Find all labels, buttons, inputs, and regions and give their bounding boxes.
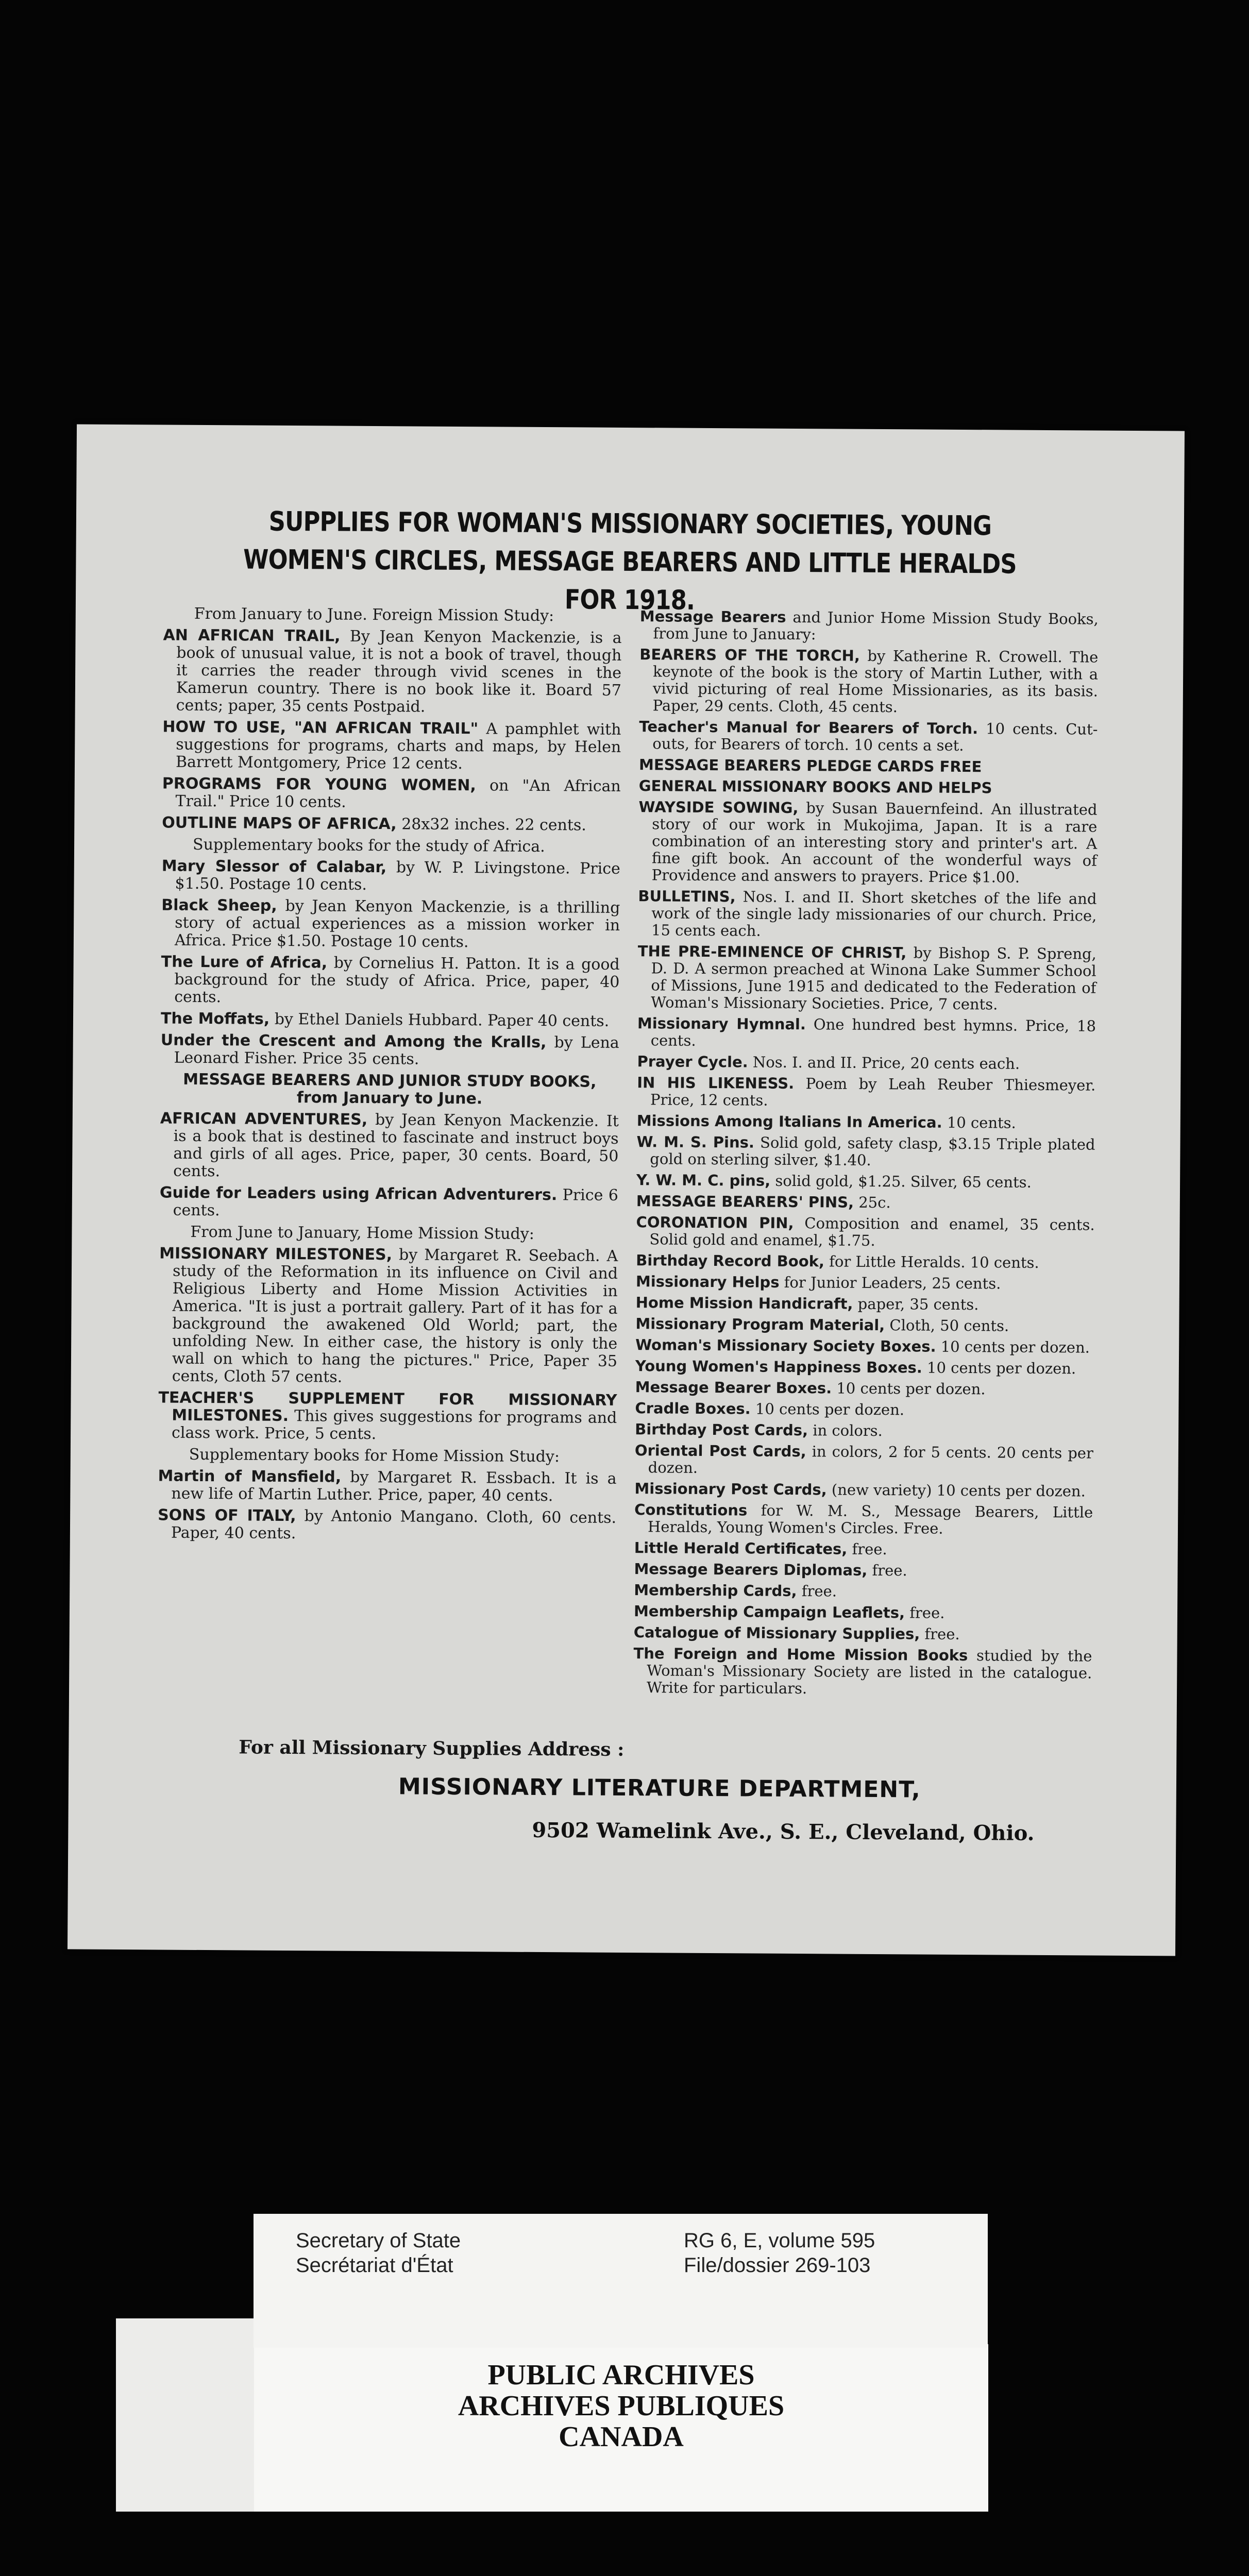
list-item-text	[639, 777, 1098, 797]
item-description: 10 cents per dozen.	[836, 1379, 986, 1398]
list-item-text	[160, 1184, 618, 1222]
department-label	[296, 2228, 461, 2278]
list-item-text	[635, 1358, 1094, 1377]
list-item-text	[634, 1582, 1092, 1601]
list-item-text	[163, 626, 622, 717]
file-number: File/dossier 269-103	[684, 2254, 871, 2277]
list-item	[639, 646, 1099, 717]
item-heading: Birthday Post Cards,	[635, 1420, 808, 1439]
section-heading: MESSAGE BEARERS AND JUNIOR STUDY BOOKS, from January to June.	[183, 1070, 597, 1108]
record-group: RG 6, E, volume 595	[684, 2229, 875, 2252]
item-description: free.	[872, 1561, 907, 1580]
item-description: by Antonio Mangano. Cloth, 60 cents. Paper, 40 cents.	[171, 1507, 617, 1543]
list-item-text	[158, 1506, 616, 1544]
item-description: 10 cents per dozen.	[940, 1337, 1090, 1357]
item-heading: HOW TO USE, "AN AFRICAN TRAIL"	[162, 718, 479, 738]
list-item-text	[635, 1400, 1093, 1419]
item-description: for Little Heralds. 10 cents.	[829, 1252, 1039, 1272]
list-item	[163, 626, 622, 717]
item-heading: Missionary Post Cards,	[634, 1480, 827, 1499]
item-description: studied by the Woman's Missionary Society are listed in the catalogue. Write for particulars.	[647, 1647, 1092, 1698]
list-item-text	[634, 1539, 1093, 1559]
item-description: by Susan Bauernfeind. An illustrated story of our work in Mukojima, Japan. It is a rare combination of an interesting story and printer's art. A fine gift book. An account of the wonderful ways of Providence and answers to prayers. Price $1.00.	[651, 799, 1098, 886]
item-heading: Birthday Record Book,	[636, 1251, 825, 1270]
list-item-text	[159, 1245, 618, 1387]
list-item	[162, 814, 620, 834]
item-heading: Y. W. M. C. pins,	[636, 1171, 771, 1190]
list-item	[162, 775, 620, 812]
item-description: free.	[909, 1604, 945, 1622]
item-description: on "An African Trail." Price 10 cents.	[175, 776, 621, 811]
list-item	[636, 1273, 1094, 1293]
item-heading: Membership Campaign Leaflets,	[633, 1602, 905, 1622]
item-heading: Guide for Leaders using African Adventurers.	[159, 1183, 558, 1205]
item-heading: Missions Among Italians In America.	[636, 1112, 942, 1131]
list-item	[635, 1336, 1094, 1356]
list-item-text	[637, 1015, 1096, 1052]
section-intro: From June to January, Home Mission Study:	[190, 1223, 534, 1243]
list-item-text	[638, 888, 1097, 941]
item-heading: Constitutions	[634, 1501, 748, 1519]
list-item	[161, 953, 620, 1008]
item-description: by Ethel Daniels Hubbard. Paper 40 cents.	[274, 1010, 610, 1030]
list-item-text	[636, 1252, 1094, 1272]
item-heading: AFRICAN ADVENTURES,	[160, 1109, 368, 1129]
item-heading: Woman's Missionary Society Boxes.	[635, 1336, 936, 1355]
list-item-text	[636, 1133, 1095, 1170]
archive-reference-card	[254, 2214, 988, 2348]
item-heading: Black Sheep,	[161, 896, 277, 915]
list-item	[635, 1315, 1094, 1335]
item-description: in colors, 2 for 5 cents. 20 cents per dozen.	[648, 1443, 1094, 1477]
item-heading: SONS OF ITALY,	[158, 1506, 296, 1526]
list-item-text	[636, 1193, 1095, 1212]
section-intro: Supplementary books for the study of Africa.	[192, 835, 545, 856]
item-heading: MESSAGE BEARERS PLEDGE CARDS FREE	[638, 756, 982, 776]
item-heading: MESSAGE BEARERS' PINS,	[636, 1192, 854, 1211]
list-item-text	[162, 814, 620, 834]
list-item	[634, 1603, 1092, 1622]
list-item-text	[162, 718, 621, 773]
stamp-line-3: CANADA	[559, 2421, 684, 2453]
list-item	[158, 1467, 616, 1505]
left-column	[158, 605, 622, 1548]
item-description: by Margaret R. Seebach. A study of the Reformation in its influence on Civil and Religious Liberty and Home Mission Activities in America. "It is just a portrait gallery. Part of it has for a background the awakened Old World; part, the unfolding New. In either case, the history is only the wall on which to hang the pictures." Price, Paper 35 cents, Cloth 57 cents.	[172, 1246, 618, 1386]
item-description: Price 6 cents.	[173, 1186, 619, 1220]
document-page	[67, 424, 1185, 1956]
item-description: for Junior Leaders, 25 cents.	[784, 1273, 1001, 1293]
list-item	[637, 943, 1096, 1013]
list-item	[633, 1645, 1092, 1699]
list-item	[637, 1112, 1095, 1132]
item-heading: Membership Cards,	[634, 1581, 797, 1600]
item-description: Composition and enamel, 35 cents. Solid gold and enamel, $1.75.	[649, 1214, 1095, 1249]
dept-en: Secretary of State	[296, 2229, 461, 2252]
item-heading: GENERAL MISSIONARY BOOKS AND HELPS	[638, 777, 992, 797]
item-heading: Missionary Program Material,	[635, 1315, 885, 1334]
item-description: 10 cents. Cut-outs, for Bearers of torch. 10 cents a set.	[652, 720, 1098, 754]
archive-stamp	[254, 2360, 988, 2452]
list-item	[162, 718, 621, 773]
item-description: Poem by Leah Reuber Thiesmeyer. Price, 12 cents.	[650, 1075, 1096, 1109]
list-item	[638, 799, 1098, 886]
list-item-text	[162, 857, 620, 895]
list-item-text	[637, 1074, 1095, 1111]
list-item	[636, 1193, 1095, 1212]
list-item-text	[161, 953, 620, 1008]
item-description: free.	[924, 1625, 960, 1643]
item-description: and Junior Home Mission Study Books, from June to January:	[653, 608, 1099, 643]
list-item	[636, 1133, 1095, 1170]
list-item	[635, 1442, 1093, 1479]
list-item	[635, 1400, 1093, 1419]
list-item	[636, 1294, 1094, 1314]
item-heading: AN AFRICAN TRAIL,	[163, 626, 341, 646]
address-label: For all Missionary Supplies Address :	[239, 1736, 624, 1760]
item-description: solid gold, $1.25. Silver, 65 cents.	[775, 1172, 1032, 1191]
item-description: 10 cents per dozen.	[926, 1359, 1076, 1378]
list-item-text	[635, 1336, 1094, 1356]
item-heading: Missionary Hymnal.	[637, 1014, 806, 1033]
item-description: by W. P. Livingstone. Price $1.50. Postage 10 cents.	[175, 858, 620, 894]
item-description: Cloth, 50 cents.	[889, 1316, 1009, 1335]
list-item	[158, 1506, 616, 1544]
list-item	[639, 756, 1098, 776]
list-item-text	[633, 1645, 1092, 1699]
list-item	[637, 1015, 1096, 1052]
item-heading: Young Women's Happiness Boxes.	[635, 1357, 922, 1377]
list-item-text	[634, 1603, 1092, 1622]
list-item	[161, 1010, 619, 1030]
list-item	[635, 1379, 1094, 1398]
list-item-text	[634, 1501, 1093, 1538]
department-name: MISSIONARY LITERATURE DEPARTMENT,	[398, 1773, 921, 1803]
item-heading: Home Mission Handicraft,	[635, 1294, 853, 1313]
item-heading: MISSIONARY MILESTONES,	[159, 1244, 393, 1264]
list-item-text	[636, 1172, 1095, 1191]
item-description: in colors.	[813, 1421, 883, 1440]
item-heading: Catalogue of Missionary Supplies,	[633, 1623, 920, 1643]
section-intro: From January to June. Foreign Mission Study:	[194, 604, 554, 625]
item-heading: Mary Slessor of Calabar,	[161, 857, 387, 877]
item-description: paper, 35 cents.	[857, 1295, 979, 1314]
list-item	[634, 1501, 1093, 1538]
list-item	[634, 1539, 1093, 1559]
list-item-text	[637, 1112, 1095, 1132]
item-heading: Cradle Boxes.	[635, 1399, 751, 1418]
list-item-text	[635, 1442, 1093, 1479]
list-item-text	[635, 1315, 1094, 1335]
item-heading: The Lure of Africa,	[161, 953, 328, 972]
list-item-text	[636, 1214, 1094, 1250]
item-heading: Prayer Cycle.	[637, 1053, 748, 1071]
item-description: by Lena Leonard Fisher. Price 35 cents.	[174, 1033, 619, 1069]
list-item-text	[161, 1010, 619, 1030]
section-intro: Supplementary books for Home Mission Study:	[189, 1445, 560, 1466]
list-item-text	[637, 1053, 1095, 1073]
item-heading: Missionary Helps	[635, 1273, 780, 1291]
dept-fr: Secrétariat d'État	[296, 2254, 453, 2277]
item-description: 10 cents per dozen.	[755, 1400, 905, 1419]
item-heading: THE PRE-EMINENCE OF CHRIST,	[637, 942, 907, 962]
item-description: 25c.	[858, 1193, 891, 1212]
list-item	[634, 1561, 1092, 1580]
list-item	[638, 888, 1097, 941]
item-description: 10 cents.	[947, 1113, 1016, 1132]
list-item	[635, 1421, 1093, 1440]
item-heading: PROGRAMS FOR YOUNG WOMEN,	[162, 774, 476, 795]
item-heading: BULLETINS,	[638, 887, 736, 906]
item-heading: Message Bearers Diplomas,	[634, 1560, 868, 1579]
list-item	[634, 1624, 1092, 1643]
list-item	[636, 1172, 1095, 1191]
item-description: This gives suggestions for programs and class work. Price, 5 cents.	[171, 1407, 617, 1444]
item-description: Solid gold, safety clasp, $3.15 Triple plated gold on sterling silver, $1.40.	[650, 1133, 1095, 1169]
item-description: by Jean Kenyon Mackenzie. It is a book that is destined to fascinate and instruct boys and girls of all ages. Price, paper, 30 cents. Board, 50 cents.	[173, 1111, 619, 1181]
item-description: free.	[801, 1582, 837, 1600]
list-item-text	[160, 1110, 619, 1182]
list-item	[160, 1031, 619, 1069]
list-item	[639, 718, 1098, 755]
list-item-text	[637, 943, 1096, 1013]
list-item	[159, 1245, 618, 1387]
list-item-text	[636, 1294, 1094, 1314]
item-heading: TEACHER'S SUPPLEMENT FOR MISSIONARY MILESTONES.	[158, 1388, 617, 1426]
list-item-text	[162, 775, 620, 812]
item-description: by Bishop S. P. Spreng, D. D. A sermon preached at Winona Lake Summer School of Missions, June 1915 and dedicated to the Federation of Woman's Missionary Societies. Price, 7 cents.	[651, 944, 1096, 1013]
item-description: for W. M. S., Message Bearers, Little Heralds, Young Women's Circles. Free.	[647, 1501, 1093, 1537]
list-item	[636, 1214, 1094, 1250]
list-item-text	[636, 1273, 1094, 1293]
item-heading: IN HIS LIKENESS.	[637, 1074, 795, 1092]
stamp-line-1: PUBLIC ARCHIVES	[487, 2359, 755, 2391]
item-heading: Martin of Mansfield,	[158, 1467, 342, 1486]
item-heading: Message Bearers	[639, 607, 786, 626]
item-description: One hundred best hymns. Price, 18 cents.	[650, 1015, 1096, 1049]
item-description: by Katherine R. Crowell. The keynote of the book is the story of Martin Luther, with a vivid picturing of real Home Missionaries, as its basis. Paper, 29 cents. Cloth, 45 cents.	[652, 647, 1099, 716]
item-description: by Margaret R. Essbach. It is a new life of Martin Luther. Price, paper, 40 cents.	[171, 1468, 617, 1505]
list-item-text	[158, 1467, 616, 1505]
list-item-text	[161, 896, 620, 952]
list-item	[161, 896, 620, 952]
item-heading: Little Herald Certificates,	[634, 1539, 848, 1558]
item-heading: The Moffats,	[160, 1009, 270, 1028]
list-item	[635, 1358, 1094, 1377]
list-item	[158, 1389, 617, 1444]
street-address: 9502 Wamelink Ave., S. E., Cleveland, Ohio.	[532, 1818, 1035, 1845]
list-item-text	[639, 608, 1098, 645]
list-item	[634, 1480, 1093, 1500]
page-title: SUPPLIES FOR WOMAN'S MISSIONARY SOCIETIES, YOUNG WOMEN'S CIRCLES, MESSAGE BEARERS AND LITTLE HERALDS FOR 1918.	[243, 506, 1017, 616]
item-heading: Message Bearer Boxes.	[635, 1378, 832, 1397]
list-item-text	[160, 1031, 619, 1069]
list-item-text	[639, 718, 1098, 755]
item-description: A pamphlet with suggestions for programs, charts and maps, by Helen Barrett Montgomery, Price 12 cents.	[175, 720, 621, 773]
item-heading: Teacher's Manual for Bearers of Torch.	[639, 718, 978, 738]
item-description: By Jean Kenyon Mackenzie, is a book of unusual value, it is not a book of travel, though it carries the reader through vivid scenes in the Kamerun country. There is no book like it. Board 57 cents; paper, 35 cents Postpaid.	[176, 627, 622, 716]
list-item	[160, 1110, 619, 1182]
item-heading: CORONATION PIN,	[636, 1213, 794, 1232]
list-item	[639, 777, 1098, 797]
list-item-text	[634, 1624, 1092, 1643]
item-heading: Oriental Post Cards,	[634, 1442, 806, 1461]
item-description: Nos. I. and II. Price, 20 cents each.	[752, 1053, 1020, 1073]
list-item	[160, 1184, 618, 1222]
list-item-text	[635, 1421, 1093, 1440]
list-item-text	[639, 646, 1099, 717]
reference-label	[684, 2228, 875, 2278]
right-column	[633, 608, 1099, 1703]
item-heading: W. M. S. Pins.	[636, 1133, 755, 1151]
list-item	[639, 608, 1098, 645]
item-description: Nos. I. and II. Short sketches of the life and work of the single lady missionaries of our church. Price, 15 cents each.	[651, 888, 1097, 940]
item-description: (new variety) 10 cents per dozen.	[831, 1481, 1086, 1500]
archive-stamp-inner	[254, 2344, 988, 2512]
list-item	[637, 1074, 1095, 1111]
list-item	[162, 857, 620, 895]
item-heading: Under the Crescent and Among the Kralls,	[160, 1031, 547, 1052]
list-item-text	[634, 1561, 1092, 1580]
item-heading: BEARERS OF THE TORCH,	[639, 646, 860, 665]
list-item	[637, 1053, 1095, 1073]
list-item-text	[634, 1480, 1093, 1500]
list-item-text	[158, 1389, 617, 1444]
item-description: by Cornelius H. Patton. It is a good background for the study of Africa. Price, paper, 40 cents.	[174, 954, 620, 1007]
item-description: free.	[852, 1540, 887, 1558]
list-item-text	[635, 1379, 1094, 1398]
item-heading: OUTLINE MAPS OF AFRICA,	[162, 814, 397, 834]
list-item-text	[639, 756, 1098, 776]
list-item	[636, 1252, 1094, 1272]
item-description: by Jean Kenyon Mackenzie, is a thrilling story of actual experiences as a mission worker in Africa. Price $1.50. Postage 10 cents.	[174, 896, 620, 952]
item-heading: WAYSIDE SOWING,	[638, 798, 799, 817]
list-item	[634, 1582, 1092, 1601]
item-heading: The Foreign and Home Mission Books	[633, 1645, 968, 1665]
stamp-line-2: ARCHIVES PUBLIQUES	[458, 2390, 785, 2422]
list-item-text	[638, 799, 1098, 886]
item-description: 28x32 inches. 22 cents.	[401, 815, 586, 835]
